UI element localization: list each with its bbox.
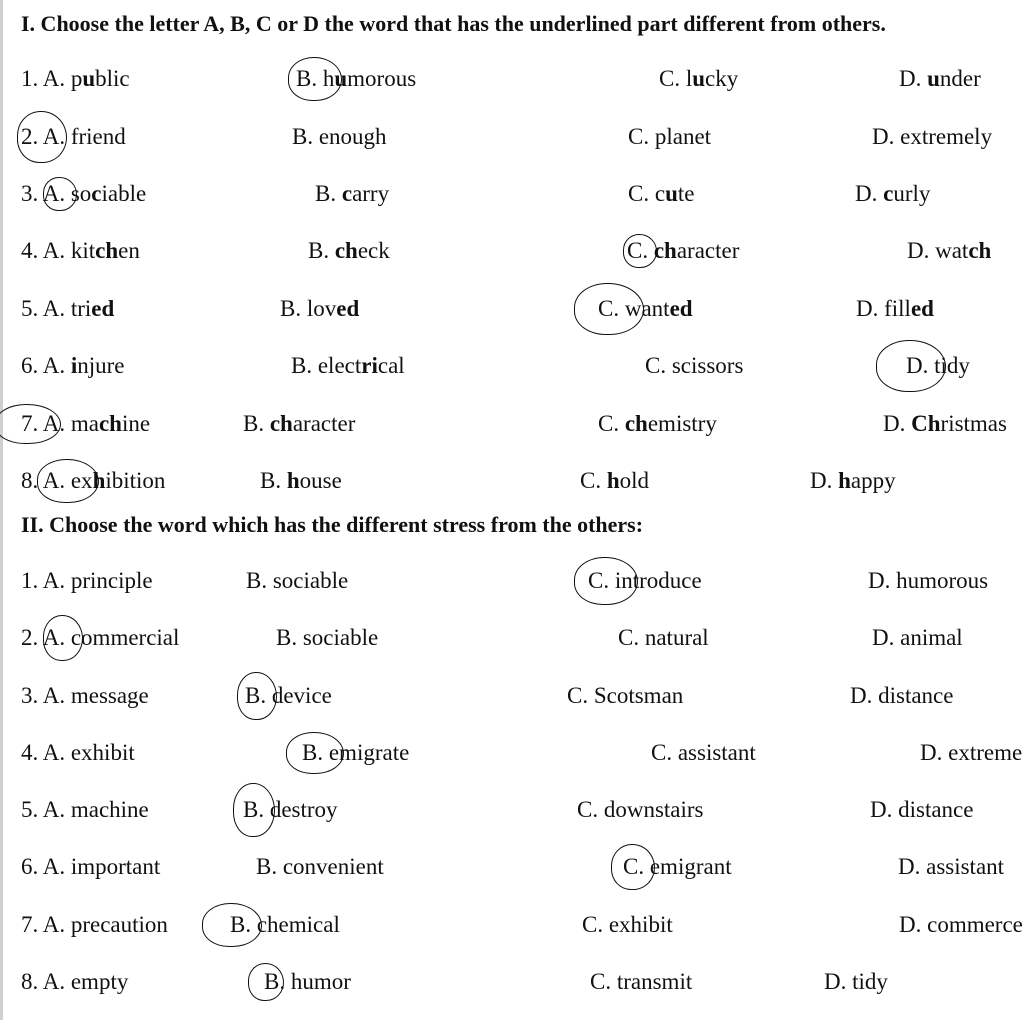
option-text: C. planet: [628, 124, 712, 149]
option-text: D. humorous: [868, 568, 989, 593]
option-text: nder: [939, 66, 981, 91]
emphasized-letters: u: [82, 66, 96, 91]
emphasized-letters: ed: [91, 296, 115, 321]
option-text: C. l: [659, 66, 693, 91]
question-row: [0, 795, 1024, 825]
emphasized-letters: i: [70, 353, 78, 378]
emphasized-letters: ri: [361, 353, 378, 378]
option-text: 3. A. message: [21, 683, 149, 708]
option-c: [588, 566, 702, 596]
option-a: [21, 236, 140, 266]
option-b: [230, 910, 340, 940]
question-row: [0, 122, 1024, 152]
section-2-heading: II. Choose the word which has the different stress from the others:: [21, 512, 644, 537]
question-row: [0, 738, 1024, 768]
option-text: D.: [899, 66, 928, 91]
option-text: appy: [850, 468, 896, 493]
question-row: [0, 409, 1024, 439]
emphasized-letters: ch: [968, 238, 992, 263]
option-d: [872, 623, 963, 653]
option-text: C.: [598, 411, 625, 436]
option-b: [246, 566, 348, 596]
option-text: eck: [357, 238, 390, 263]
option-text: C.: [580, 468, 607, 493]
question-row: [0, 910, 1024, 940]
option-b: [243, 795, 338, 825]
question-row: [0, 623, 1024, 653]
emphasized-letters: h: [286, 468, 300, 493]
option-c: [590, 967, 692, 997]
option-text: C. introduce: [588, 568, 702, 593]
option-text: 7. A. ma: [21, 411, 99, 436]
option-text: D. commerce: [899, 912, 1023, 937]
option-a: [21, 910, 168, 940]
option-a: [21, 294, 114, 324]
option-c: [598, 409, 717, 439]
option-text: D. extremely: [872, 124, 993, 149]
option-text: D. fill: [856, 296, 911, 321]
emphasized-letters: ch: [624, 411, 648, 436]
option-c: [651, 738, 756, 768]
option-text: ine: [121, 411, 151, 436]
option-text: B. destroy: [243, 797, 338, 822]
question-row: [0, 566, 1024, 596]
option-text: 2. A. commercial: [21, 625, 180, 650]
option-d: [855, 179, 930, 209]
option-d: [899, 910, 1023, 940]
option-text: blic: [95, 66, 130, 91]
option-b: [280, 294, 359, 324]
option-text: C. emigrant: [623, 854, 732, 879]
option-text: B. elect: [291, 353, 362, 378]
option-d: [883, 409, 1007, 439]
option-text: B.: [243, 411, 270, 436]
option-text: B.: [308, 238, 335, 263]
emphasized-letters: h: [838, 468, 851, 493]
option-text: C. assistant: [651, 740, 756, 765]
option-b: [243, 409, 355, 439]
option-text: 6. A.: [21, 353, 71, 378]
option-a: [21, 466, 165, 496]
option-text: 4. A. kit: [21, 238, 96, 263]
option-c: [623, 852, 732, 882]
option-text: C. natural: [618, 625, 709, 650]
option-a: [21, 566, 153, 596]
option-text: cal: [377, 353, 405, 378]
option-text: cky: [705, 66, 739, 91]
option-d: [872, 122, 992, 152]
option-text: D. distance: [870, 797, 974, 822]
option-text: C. Scotsman: [567, 683, 684, 708]
option-d: [850, 681, 953, 711]
option-text: njure: [77, 353, 125, 378]
option-text: 5. A. machine: [21, 797, 149, 822]
option-text: old: [619, 468, 650, 493]
option-d: [898, 852, 1004, 882]
emphasized-letters: ch: [95, 238, 119, 263]
option-c: [627, 236, 739, 266]
option-text: C. want: [598, 296, 670, 321]
option-text: ibition: [105, 468, 166, 493]
option-text: B. emigrate: [302, 740, 410, 765]
option-a: [21, 351, 125, 381]
emphasized-letters: ed: [669, 296, 693, 321]
question-row: [0, 852, 1024, 882]
option-text: B. chemical: [230, 912, 340, 937]
option-c: [645, 351, 743, 381]
option-text: B. device: [245, 683, 332, 708]
option-b: [245, 681, 332, 711]
option-c: [567, 681, 683, 711]
option-text: C. scissors: [645, 353, 744, 378]
option-text: D.: [883, 411, 912, 436]
option-a: [21, 967, 128, 997]
option-text: B. sociable: [276, 625, 379, 650]
option-text: B.: [260, 468, 287, 493]
emphasized-letters: u: [665, 181, 678, 206]
option-a: [21, 409, 150, 439]
option-d: [870, 795, 973, 825]
option-d: [810, 466, 896, 496]
option-d: [824, 967, 888, 997]
question-row: [0, 64, 1024, 94]
option-text: urly: [893, 181, 931, 206]
option-b: [264, 967, 351, 997]
option-text: D. tidy: [906, 353, 970, 378]
option-b: [315, 179, 389, 209]
option-c: [659, 64, 738, 94]
option-text: D. tidy: [824, 969, 888, 994]
option-a: [21, 623, 179, 653]
emphasized-letters: Ch: [911, 411, 941, 436]
option-text: D. animal: [872, 625, 963, 650]
option-a: [21, 122, 126, 152]
emphasized-letters: c: [91, 181, 102, 206]
option-text: en: [118, 238, 140, 263]
emphasized-letters: ed: [910, 296, 934, 321]
option-text: morous: [347, 66, 417, 91]
option-d: [906, 351, 970, 381]
option-text: D. assistant: [898, 854, 1005, 879]
emphasized-letters: h: [606, 468, 620, 493]
question-row: [0, 466, 1024, 496]
option-text: 3. A. so: [21, 181, 92, 206]
option-text: ouse: [299, 468, 342, 493]
emphasized-letters: c: [883, 181, 894, 206]
option-b: [296, 64, 416, 94]
option-b: [302, 738, 409, 768]
option-d: [856, 294, 934, 324]
option-text: 1. A. principle: [21, 568, 153, 593]
emphasized-letters: u: [927, 66, 940, 91]
option-c: [628, 122, 711, 152]
option-c: [628, 179, 694, 209]
option-a: [21, 64, 130, 94]
option-text: C.: [627, 238, 654, 263]
emphasized-letters: c: [341, 181, 353, 206]
option-b: [260, 466, 342, 496]
question-row: [0, 179, 1024, 209]
option-text: iable: [101, 181, 147, 206]
option-text: D. extreme: [920, 740, 1023, 765]
option-a: [21, 738, 135, 768]
emphasized-letters: ed: [336, 296, 360, 321]
option-text: 6. A. important: [21, 854, 161, 879]
option-text: C. downstairs: [577, 797, 704, 822]
option-c: [580, 466, 649, 496]
option-text: D.: [855, 181, 884, 206]
option-a: [21, 795, 149, 825]
option-d: [868, 566, 988, 596]
option-d: [899, 64, 981, 94]
option-text: 7. A. precaution: [21, 912, 168, 937]
emphasized-letters: u: [334, 66, 348, 91]
option-text: C. c: [628, 181, 666, 206]
option-b: [308, 236, 390, 266]
question-row: [0, 967, 1024, 997]
option-text: D. distance: [850, 683, 954, 708]
question-row: [0, 351, 1024, 381]
option-text: C. exhibit: [582, 912, 673, 937]
emphasized-letters: ch: [269, 411, 293, 436]
option-text: 2. A. friend: [21, 124, 126, 149]
option-b: [256, 852, 384, 882]
question-row: [0, 236, 1024, 266]
option-text: B. lov: [280, 296, 337, 321]
emphasized-letters: ch: [98, 411, 122, 436]
option-text: 1. A. p: [21, 66, 83, 91]
option-a: [21, 681, 149, 711]
option-text: arry: [352, 181, 390, 206]
option-a: [21, 179, 146, 209]
emphasized-letters: ch: [653, 238, 677, 263]
option-text: aracter: [676, 238, 740, 263]
option-c: [577, 795, 704, 825]
option-text: B. h: [296, 66, 335, 91]
option-text: D.: [810, 468, 839, 493]
option-text: B. sociable: [246, 568, 349, 593]
option-text: 5. A. tri: [21, 296, 92, 321]
question-row: [0, 294, 1024, 324]
option-text: D. wat: [907, 238, 969, 263]
question-row: [0, 681, 1024, 711]
option-d: [920, 738, 1022, 768]
option-text: B. convenient: [256, 854, 384, 879]
option-text: B.: [315, 181, 342, 206]
option-a: [21, 852, 160, 882]
option-c: [618, 623, 709, 653]
option-b: [276, 623, 378, 653]
option-text: 4. A. exhibit: [21, 740, 135, 765]
emphasized-letters: u: [692, 66, 706, 91]
option-text: B. enough: [292, 124, 387, 149]
option-c: [582, 910, 673, 940]
option-text: C. transmit: [590, 969, 693, 994]
option-c: [598, 294, 693, 324]
option-text: 8. A. empty: [21, 969, 129, 994]
option-b: [292, 122, 387, 152]
option-text: aracter: [292, 411, 356, 436]
emphasized-letters: ch: [334, 238, 358, 263]
option-text: te: [677, 181, 695, 206]
option-text: emistry: [647, 411, 717, 436]
section-1-heading: I. Choose the letter A, B, C or D the word that has the underlined part different from others.: [21, 11, 886, 36]
option-text: ristmas: [940, 411, 1007, 436]
option-d: [907, 236, 991, 266]
emphasized-letters: h: [92, 468, 106, 493]
option-text: B. humor: [264, 969, 351, 994]
option-text: 8. A. ex: [21, 468, 93, 493]
option-b: [291, 351, 405, 381]
